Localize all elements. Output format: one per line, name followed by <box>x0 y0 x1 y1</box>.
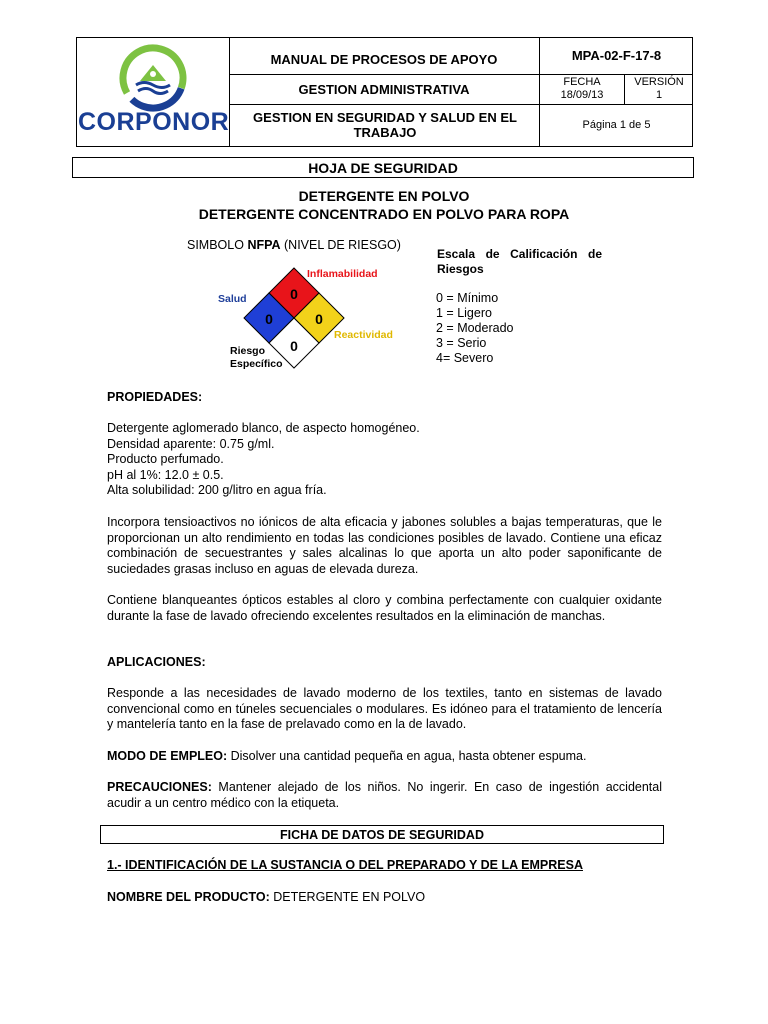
scale-item: 1 = Ligero <box>436 306 492 320</box>
flammability-label: Inflamabilidad <box>307 268 378 280</box>
product-name-line: NOMBRE DEL PRODUCTO: DETERGENTE EN POLVO <box>107 890 426 904</box>
section-1-title: 1.- IDENTIFICACIÓN DE LA SUSTANCIA O DEL PREPARADO Y DE LA EMPRESA <box>107 858 583 872</box>
applications-paragraph: Responde a las necesidades de lavado moderno de los textiles, tanto en sistemas de lavado convencional como en túneles secuenciales o modulares. Es idóneo para el tratamiento de lencería y mantelería tanto en la fase de prelavado como en la de lavado. <box>107 686 662 731</box>
logo-text: CORPONOR <box>78 108 230 136</box>
reactivity-label: Reactividad <box>334 329 393 341</box>
area-title: GESTION ADMINISTRATIVA <box>298 81 470 97</box>
scale-item: 4= Severo <box>436 351 494 365</box>
applications-heading: APLICACIONES: <box>107 655 206 669</box>
properties-paragraph-1: Incorpora tensioactivos no iónicos de alta eficacia y jabones solubles a bajas temperaturas, que le proporcionan un alto rendimiento en todas las condiciones posibles de lavado. Contiene una eficaz combinación de secuestrantes y sales alcalinas lo que aporta un alto poder saponificante de suciedades grasas incluso en aguas de elevada dureza. <box>107 515 662 576</box>
document-code: MPA-02-F-17-8 <box>571 47 662 63</box>
fecha-cell <box>540 74 624 104</box>
properties-paragraph-2: Contiene blanqueantes ópticos estables al cloro y combina perfectamente con cualquier oxidante durante la fase de lavado ofreciendo excelentes resultados en la eliminación de manchas. <box>107 593 662 623</box>
health-label: Salud <box>218 293 247 305</box>
fecha-value: 18/09/13 <box>560 89 604 101</box>
nfpa-caption: SIMBOLO NFPA (NIVEL DE RIESGO) <box>187 238 401 252</box>
ficha-title: FICHA DE DATOS DE SEGURIDAD <box>100 825 664 844</box>
scale-item: 3 = Serio <box>436 336 487 350</box>
page-number: Página 1 de 5 <box>582 118 651 131</box>
scale-list <box>436 291 513 366</box>
precautions-paragraph: PRECAUCIONES: Mantener alejado de los niños. No ingerir. En caso de ingestión accidental acudir a un centro médico con la etiqueta. <box>107 780 662 810</box>
logo-emblem-icon <box>118 43 188 113</box>
nfpa-specific-value: 0 <box>290 338 298 354</box>
product-title-1: DETERGENTE EN POLVO <box>298 188 470 204</box>
nfpa-flammability-value: 0 <box>290 286 298 302</box>
specific-label: Riesgo Específico <box>230 345 283 370</box>
version-cell <box>625 74 693 104</box>
properties-list: Detergente aglomerado blanco, de aspecto homogéneo. Densidad aparente: 0.75 g/ml. Producto perfumado. pH al 1%: 12.0 ± 0.5. Alta solubilidad: 200 g/litro en agua fría. <box>107 421 420 497</box>
usage-paragraph: MODO DE EMPLEO: Disolver una cantidad pequeña en agua, hasta obtener espuma. <box>107 749 587 763</box>
fecha-label: FECHA <box>563 76 601 88</box>
sheet-title: HOJA DE SEGURIDAD <box>72 157 694 178</box>
process-title: GESTION EN SEGURIDAD Y SALUD EN EL TRABAJO <box>253 110 517 140</box>
scale-title: Escala de Calificación de Riesgos <box>437 247 602 276</box>
scale-item: 2 = Moderado <box>436 321 514 335</box>
corponor-logo <box>118 43 188 113</box>
nfpa-health-value: 0 <box>265 311 273 327</box>
properties-heading: PROPIEDADES: <box>107 390 203 404</box>
nfpa-reactivity-value: 0 <box>315 311 323 327</box>
version-label: VERSIÓN <box>634 76 684 88</box>
product-title-2: DETERGENTE CONCENTRADO EN POLVO PARA ROPA <box>198 206 570 222</box>
scale-item: 0 = Mínimo <box>436 291 499 305</box>
manual-title: MANUAL DE PROCESOS DE APOYO <box>270 51 498 67</box>
version-value: 1 <box>655 89 663 101</box>
